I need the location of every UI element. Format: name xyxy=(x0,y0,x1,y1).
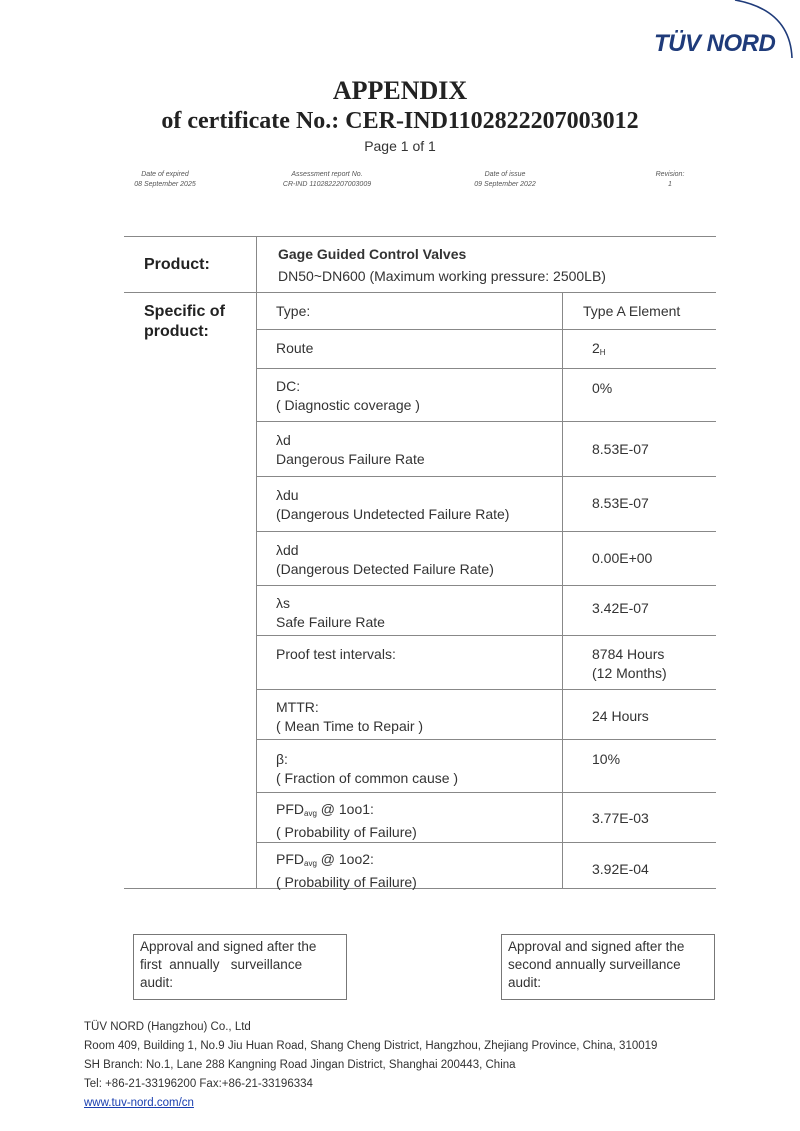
row-dc-value: 0% xyxy=(592,380,613,396)
product-name: Gage Guided Control Valves xyxy=(278,246,467,262)
product-description: DN50~DN600 (Maximum working pressure: 2500LB) xyxy=(278,268,606,284)
row-divider xyxy=(256,585,716,586)
first-approval-box: Approval and signed after the first annually surveillance audit: xyxy=(133,934,347,1000)
product-label: Product: xyxy=(144,256,210,273)
row-divider xyxy=(256,689,716,690)
label-column-divider xyxy=(256,236,257,888)
row-divider xyxy=(256,531,716,532)
second-approval-box: Approval and signed after the second annually surveillance audit: xyxy=(501,934,715,1000)
row-pfd-1oo2-value: 3.92E-04 xyxy=(592,861,649,877)
table-top-rule xyxy=(124,236,716,237)
row-divider xyxy=(256,421,716,422)
row-route-value: $2_H$ xyxy=(592,340,606,357)
product-divider xyxy=(124,292,716,293)
row-lambda-d-value: 8.53E-07 xyxy=(592,441,649,457)
row-mttr-value: 24 Hours xyxy=(592,708,649,724)
specific-label: Specific of product: xyxy=(144,303,225,340)
certificate-number: of certificate No.: CER-IND1102822207003012 xyxy=(161,108,639,134)
row-pfd-1oo2-label: $PFD_{avg}$ @ 1oo2: ( Probability of Failure) xyxy=(276,851,417,890)
meta-revision: Revision: 1 xyxy=(655,171,685,188)
page-number: Page 1 of 1 xyxy=(364,138,436,154)
row-divider xyxy=(256,635,716,636)
footer-website-link[interactable]: www.tuv-nord.com/cn xyxy=(84,1097,194,1109)
row-divider xyxy=(256,842,716,843)
meta-expiry: Date of expired 08 September 2025 xyxy=(134,171,196,188)
row-mttr-label: MTTR: ( Mean Time to Repair ) xyxy=(276,699,424,734)
row-type-label: Type: xyxy=(276,303,311,319)
row-beta-value: 10% xyxy=(592,751,621,767)
meta-report-no: Assessment report No. CR-IND 1102822207003009 xyxy=(282,171,372,188)
row-dc-label: DC: ( Diagnostic coverage ) xyxy=(276,378,420,413)
footer-contact: Tel: +86-21-33196200 Fax:+86-21-33196334 xyxy=(84,1078,313,1090)
row-divider xyxy=(256,476,716,477)
row-lambda-s-value: 3.42E-07 xyxy=(592,600,649,616)
row-proof-test-value: 8784 Hours (12 Months) xyxy=(592,646,667,681)
row-divider xyxy=(256,792,716,793)
row-pfd-1oo1-value: 3.77E-03 xyxy=(592,810,649,826)
row-divider xyxy=(256,329,716,330)
row-type-value: Type A Element xyxy=(583,303,681,319)
row-lambda-d-label: λd Dangerous Failure Rate xyxy=(276,432,425,467)
row-lambda-du-value: 8.53E-07 xyxy=(592,495,649,511)
footer-company: TÜV NORD (Hangzhou) Co., Ltd xyxy=(84,1021,251,1033)
row-divider xyxy=(256,739,716,740)
row-beta-label: β: ( Fraction of common cause ) xyxy=(276,751,459,786)
table-bottom-rule xyxy=(124,888,716,889)
footer-address-2: SH Branch: No.1, Lane 288 Kangning Road Jingan District, Shanghai 200443, China xyxy=(84,1059,516,1071)
footer-address-1: Room 409, Building 1, No.9 Jiu Huan Road, Shang Cheng District, Hangzhou, Zhejiang Province, China, 310019 xyxy=(84,1040,658,1052)
meta-issue-date: Date of issue 09 September 2022 xyxy=(474,171,536,188)
page-title: APPENDIX xyxy=(332,76,468,105)
row-lambda-s-label: λs Safe Failure Rate xyxy=(276,595,385,630)
row-pfd-1oo1-label: $PFD_{avg}$ @ 1oo1: ( Probability of Failure) xyxy=(276,801,417,840)
row-proof-test-label: Proof test intervals: xyxy=(276,646,396,662)
row-route-label: Route xyxy=(276,340,314,356)
row-lambda-dd-label: λdd (Dangerous Detected Failure Rate) xyxy=(276,542,494,577)
tuv-nord-logo xyxy=(640,0,800,70)
row-divider xyxy=(256,368,716,369)
logo-text: TÜV NORD xyxy=(654,30,776,57)
value-column-divider xyxy=(562,292,563,888)
row-lambda-du-label: λdu (Dangerous Undetected Failure Rate) xyxy=(276,487,510,522)
footer xyxy=(84,1018,657,1113)
row-lambda-dd-value: 0.00E+00 xyxy=(592,550,653,566)
